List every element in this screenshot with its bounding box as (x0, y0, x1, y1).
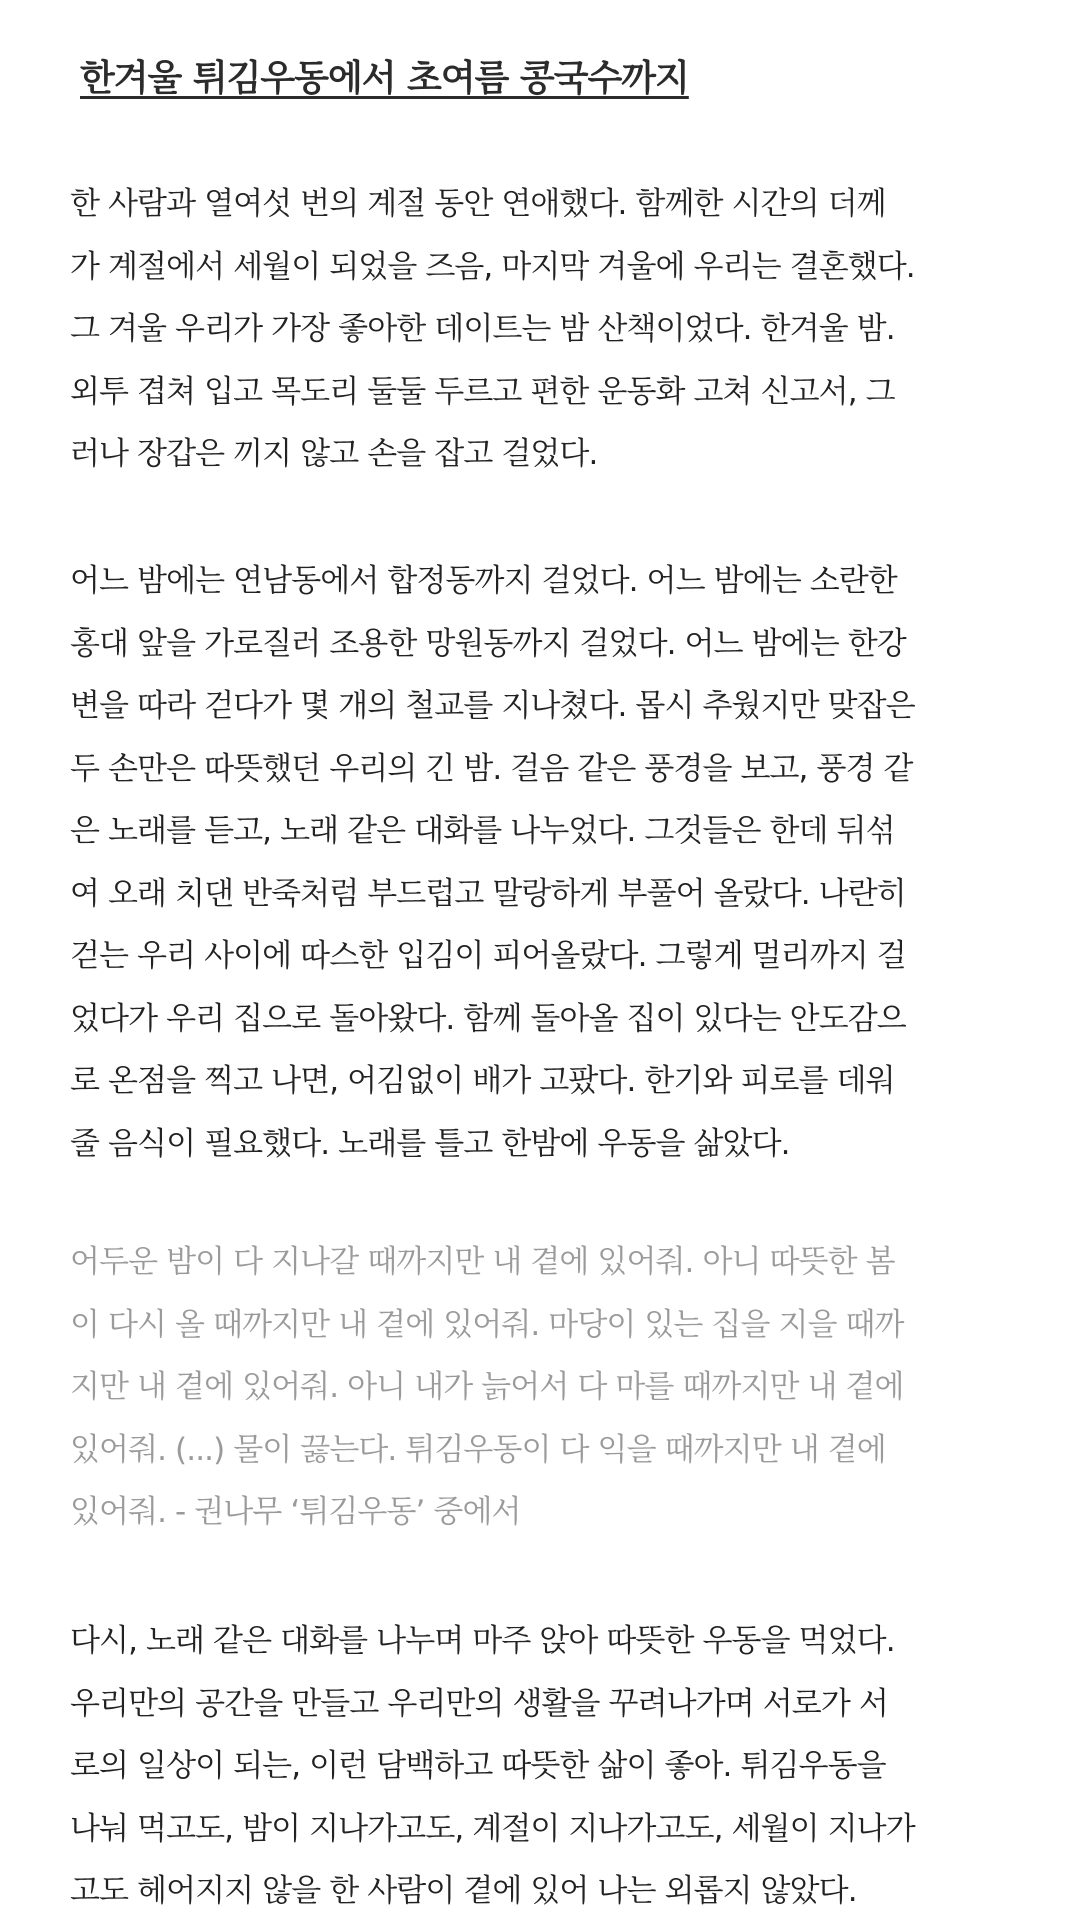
text-line: 두 손만은 따뜻했던 우리의 긴 밤. 걸음 같은 풍경을 보고, 풍경 같 (70, 750, 913, 787)
text-line: 홍대 앞을 가로질러 조용한 망원동까지 걸었다. 어느 밤에는 한강 (70, 625, 906, 662)
text-line: 줄 음식이 필요했다. 노래를 틀고 한밤에 우동을 삶았다. (70, 1125, 790, 1162)
text-line: 나눠 먹고도, 밤이 지나가고도, 계절이 지나가고도, 세월이 지나가 (70, 1810, 915, 1847)
text-line: 로 온점을 찍고 나면, 어김없이 배가 고팠다. 한기와 피로를 데워 (70, 1063, 895, 1099)
quote-line: 어두운 밤이 다 지나갈 때까지만 내 곁에 있어줘. 아니 따뜻한 봄 (70, 1244, 895, 1280)
text-line: 우리만의 공간을 만들고 우리만의 생활을 꾸려나가며 서로가 서 (70, 1685, 888, 1722)
text-line: 러나 장갑은 끼지 않고 손을 잡고 걸었다. (70, 436, 598, 472)
text-line: 었다가 우리 집으로 돌아왔다. 함께 돌아올 집이 있다는 안도감으 (70, 1000, 906, 1037)
text-line: 가 계절에서 세월이 되었을 즈음, 마지막 겨울에 우리는 결혼했다. (70, 248, 915, 285)
text-line: 변을 따라 걷다가 몇 개의 철교를 지나쳤다. 몹시 추웠지만 맞잡은 (70, 688, 915, 724)
text-line: 고도 헤어지지 않을 한 사람이 곁에 있어 나는 외롭지 않았다. (70, 1873, 857, 1909)
paragraph-2 (70, 550, 1030, 1175)
paragraph-1 (70, 173, 1030, 486)
text-line: 외투 겹쳐 입고 목도리 둘둘 두르고 편한 운동화 고쳐 신고서, 그 (70, 373, 895, 410)
quote-line: 있어줘. - 권나무 ‘튀김우동’ 중에서 (70, 1494, 521, 1530)
text-line: 다시, 노래 같은 대화를 나누며 마주 앉아 따뜻한 우동을 먹었다. (70, 1623, 895, 1659)
text-line: 걷는 우리 사이에 따스한 입김이 피어올랐다. 그렇게 멀리까지 걸 (70, 938, 906, 974)
quote-line: 지만 내 곁에 있어줘. 아니 내가 늙어서 다 마를 때까지만 내 곁에 (70, 1369, 904, 1405)
quote-block (70, 1231, 1030, 1544)
text-line: 로의 일상이 되는, 이런 담백하고 따뜻한 삶이 좋아. 튀김우동을 (70, 1748, 886, 1784)
text-line: 한 사람과 열여섯 번의 계절 동안 연애했다. 함께한 시간의 더께 (70, 186, 886, 222)
text-line: 여 오래 치댄 반죽처럼 부드럽고 말랑하게 부풀어 올랐다. 나란히 (70, 875, 906, 912)
quote-line: 있어줘. (...) 물이 끓는다. 튀김우동이 다 익을 때까지만 내 곁에 (70, 1431, 886, 1468)
text-line: 어느 밤에는 연남동에서 합정동까지 걸었다. 어느 밤에는 소란한 (70, 563, 897, 599)
text-line: 은 노래를 듣고, 노래 같은 대화를 나누었다. 그것들은 한데 뒤섞 (70, 813, 895, 849)
text-line: 그 겨울 우리가 가장 좋아한 데이트는 밤 산책이었다. 한겨울 밤. (70, 311, 895, 347)
article-title: 한겨울 튀김우동에서 초여름 콩국수까지 (80, 58, 689, 99)
quote-line: 이 다시 올 때까지만 내 곁에 있어줘. 마당이 있는 집을 지을 때까 (70, 1306, 904, 1343)
closing-paragraph (70, 1610, 1030, 1923)
